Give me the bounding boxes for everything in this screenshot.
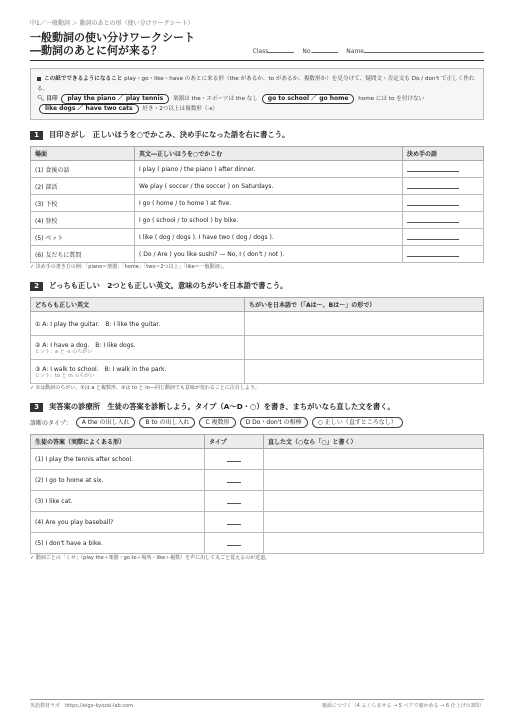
column-header: 場面	[31, 147, 135, 161]
table-row	[31, 533, 484, 554]
class-field	[253, 46, 295, 55]
class-blank[interactable]	[268, 46, 294, 53]
answer-cell[interactable]	[403, 229, 484, 246]
section-3-heading	[30, 402, 484, 412]
column-header: 直した文（○なら「○」と書く）	[264, 435, 484, 449]
section-number: 2	[30, 282, 43, 291]
table-row	[31, 449, 484, 470]
student-info	[253, 46, 484, 55]
sentence-pair-cell	[31, 336, 245, 360]
corrected-cell[interactable]	[264, 470, 484, 491]
column-header: 英文―正しいほうを○でかこむ	[135, 147, 403, 161]
section-title: 目印さがし 正しいほうを○でかこみ、決め手になった語を右に書こう。	[49, 130, 290, 139]
answer-blank[interactable]	[407, 199, 459, 206]
diagnosis-types	[30, 417, 484, 428]
scene-cell: (3) 下校	[31, 195, 135, 212]
section-title: 実答案の診療所 生徒の答案を診断しよう。タイプ（A〜D・○）を書き、まちがいなら直した文を書く。	[49, 402, 395, 411]
square-bullet-icon	[37, 77, 41, 81]
answer-cell[interactable]	[403, 178, 484, 195]
scene-cell: (6) 友だちに質問	[31, 246, 135, 263]
title-divider	[30, 60, 484, 61]
section-number: 1	[30, 131, 43, 140]
corrected-cell[interactable]	[264, 533, 484, 554]
table-row	[31, 491, 484, 512]
sentence-pair-cell	[31, 312, 245, 336]
section-title: どっちも正しい 2つとも正しい英文。意味のちがいを日本語で書こう。	[49, 281, 288, 290]
table-row	[31, 312, 484, 336]
page-footer	[30, 699, 484, 709]
table-row	[31, 470, 484, 491]
table-row	[31, 512, 484, 533]
type-chip-correct: ○ 正しい（直すところなし）	[312, 417, 403, 428]
number-field	[302, 46, 338, 55]
scene-cell: (2) 部活	[31, 178, 135, 195]
number-blank[interactable]	[312, 46, 338, 53]
class-label: Class	[252, 48, 269, 55]
magnifier-icon: 🔍︎	[37, 95, 45, 102]
sentence-pair: ① A: I play the guitar. B: I like the guitar.	[35, 321, 161, 328]
section-3-table	[30, 434, 484, 554]
intro-text: play・go・like・have のあとに来る形（the があるか、to があるか、複数形か）を見分けて、疑問文・否定文も Do / don't で正しく作れる。	[37, 76, 475, 92]
number-label: No.	[302, 48, 313, 55]
rule-text-home: home には to を付けない	[358, 96, 425, 102]
type-chip-b: B to の出し入れ	[139, 417, 195, 428]
example-pill-go: go to school ／ go home	[262, 94, 355, 104]
sentence-pair-cell	[31, 360, 245, 384]
corrected-cell[interactable]	[264, 491, 484, 512]
section-1-table	[30, 146, 484, 263]
student-answer-cell: (4) Are you play baseball?	[31, 512, 205, 533]
name-field	[346, 46, 484, 55]
table-row	[31, 229, 484, 246]
rule-text-plural: 好き・2つ以上は複数形（-s）	[142, 106, 219, 112]
table-row	[31, 178, 484, 195]
breadcrumb: 中1／一般動詞 ＞ 動詞のあとの形（使い分けワークシート）	[30, 20, 194, 27]
table-row	[31, 161, 484, 178]
title-row	[30, 44, 484, 57]
section-2-table	[30, 297, 484, 384]
type-blank[interactable]	[227, 455, 241, 462]
scene-cell: (4) 登校	[31, 212, 135, 229]
answer-blank[interactable]	[407, 233, 459, 240]
type-blank[interactable]	[227, 539, 241, 546]
sentence-cell[interactable]: I play ( piano / the piano ) after dinner.	[135, 161, 403, 178]
answer-cell[interactable]	[403, 161, 484, 178]
sentence-cell[interactable]: I go ( home / to home ) at five.	[135, 195, 403, 212]
sentence-pair: ② A: I have a dog. B: I like dogs.	[35, 342, 136, 349]
answer-cell[interactable]	[245, 336, 484, 360]
column-header: タイプ	[205, 435, 264, 449]
answer-cell[interactable]	[403, 195, 484, 212]
type-cell[interactable]	[205, 533, 264, 554]
sentence-cell[interactable]: We play ( soccer / the soccer ) on Saturdays.	[135, 178, 403, 195]
sentence-cell[interactable]: ( Do / Are ) you like sushi? — No, I ( don't / not ).	[135, 246, 403, 263]
type-cell[interactable]	[205, 512, 264, 533]
column-header: 決め手の語	[403, 147, 484, 161]
type-chip-d: D Do・don't の相棒	[240, 417, 308, 428]
types-label: 診断のタイプ：	[30, 420, 72, 427]
column-header: ちがいを日本語で（「Aは〜、Bは〜」の形で）	[245, 298, 484, 312]
answer-cell[interactable]	[403, 246, 484, 263]
section-number: 3	[30, 403, 43, 412]
footer-next: 裏面につづく（4 ふくらませる → 5 ペアで確かめる → 6 仕上げの3問）	[321, 703, 484, 709]
goal-label: 目印	[46, 96, 58, 102]
student-answer-cell: (3) I like cat.	[31, 491, 205, 512]
type-cell[interactable]	[205, 491, 264, 512]
student-answer-cell: (2) I go to home at six.	[31, 470, 205, 491]
intro-box	[30, 68, 484, 120]
section-2-heading	[30, 281, 484, 291]
sentence-pair: ③ A: I walk to school. B: I walk in the park.	[35, 366, 167, 373]
answer-cell[interactable]	[245, 360, 484, 384]
type-chip-c: C 複数形	[199, 417, 235, 428]
rule-text-instrument: 楽器は the・スポーツは the なし	[172, 96, 258, 102]
page-title: 一般動詞の使い分けワークシート	[30, 31, 195, 44]
type-chip-a: A the の出し入れ	[76, 417, 136, 428]
answer-cell[interactable]	[403, 212, 484, 229]
hint-text: ヒント：a と -s のちがい	[35, 349, 93, 355]
name-blank[interactable]	[364, 46, 484, 53]
type-blank[interactable]	[227, 518, 241, 525]
example-pill-like: like dogs ／ have two cats	[39, 104, 139, 114]
table-row	[31, 360, 484, 384]
section-1-heading	[30, 130, 484, 140]
type-blank[interactable]	[227, 497, 241, 504]
section-2-note: ✓ ①は動詞のちがい、②は a と複数形、③は to と in―同じ動詞でも意味が変わることに注目しよう。	[30, 385, 260, 391]
hint-text: ヒント：to と in のちがい	[35, 373, 95, 379]
sentence-cell[interactable]: I like ( dog / dogs ). I have two ( dog / dogs ).	[135, 229, 403, 246]
footer-source: 英語教材ラボ https://eigo-kyozai-lab.com	[30, 703, 134, 709]
student-answer-cell: (1) I play the tennis after school.	[31, 449, 205, 470]
section-1-note: ✓ 決め手の書き方の例：「piano＝楽器」「home」「two＝2つ以上」「like＝一般動詞」。	[30, 264, 228, 270]
table-row	[31, 212, 484, 229]
answer-blank[interactable]	[407, 165, 459, 172]
answer-blank[interactable]	[407, 216, 459, 223]
student-answer-cell: (5) I don't have a bike.	[31, 533, 205, 554]
section-3-note: ✓ 動詞ごとの「くせ」（play the＋楽器・go to＋場所・like＋複数）を声に出して丸ごと覚えるのが近道。	[30, 555, 271, 561]
type-blank[interactable]	[227, 476, 241, 483]
answer-cell[interactable]	[245, 312, 484, 336]
column-header: 生徒の答案（実際によくある形）	[31, 435, 205, 449]
example-pill-play: play the piano ／ play tennis	[61, 94, 169, 104]
intro-heading: この紙でできるようになること	[44, 76, 123, 82]
corrected-cell[interactable]	[264, 512, 484, 533]
table-row	[31, 195, 484, 212]
name-label: Name	[346, 48, 364, 55]
scene-cell: (1) 食後の話	[31, 161, 135, 178]
page-subtitle: ―動詞のあとに何が来る？	[30, 44, 162, 57]
corrected-cell[interactable]	[264, 449, 484, 470]
column-header: どちらも正しい英文	[31, 298, 245, 312]
type-cell[interactable]	[205, 470, 264, 491]
answer-blank[interactable]	[407, 182, 459, 189]
scene-cell: (5) ペット	[31, 229, 135, 246]
table-row	[31, 336, 484, 360]
type-cell[interactable]	[205, 449, 264, 470]
answer-blank[interactable]	[407, 250, 459, 257]
sentence-cell[interactable]: I go ( school / to school ) by bike.	[135, 212, 403, 229]
table-row	[31, 246, 484, 263]
